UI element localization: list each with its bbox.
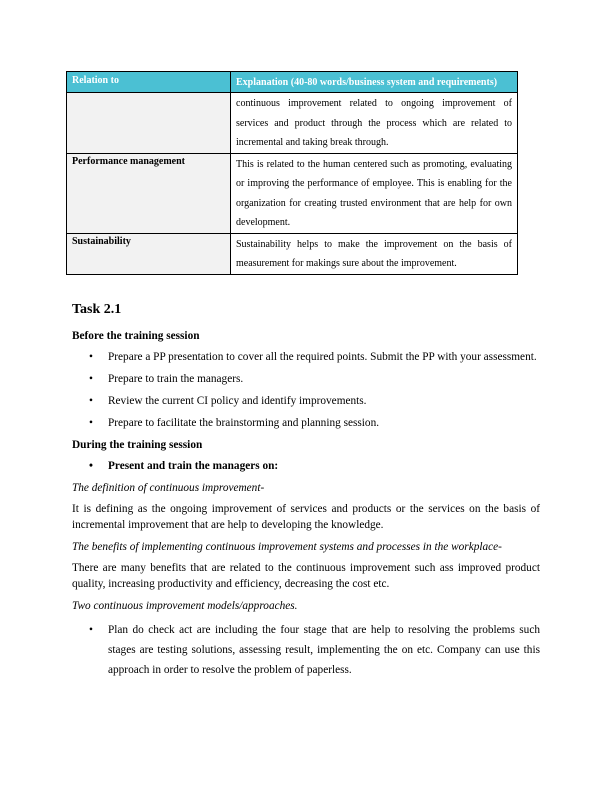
list-item: • Review the current CI policy and identify improvements. bbox=[72, 394, 540, 409]
list-item: • Prepare to train the managers. bbox=[72, 372, 540, 387]
row-label bbox=[67, 93, 231, 154]
benefits-heading: The benefits of implementing continuous improvement systems and processes in the workplace- bbox=[72, 541, 502, 553]
before-training-heading: Before the training session bbox=[72, 330, 200, 342]
task-title: Task 2.1 bbox=[72, 302, 122, 317]
definition-paragraph: It is defining as the ongoing improvement of services and products or the services on the basis of incremental improvement that are help to developing the knowledge. bbox=[72, 503, 540, 531]
models-list bbox=[72, 620, 540, 680]
table-row bbox=[67, 93, 518, 154]
models-heading: Two continuous improvement models/approaches. bbox=[72, 600, 298, 612]
table-header-row bbox=[67, 72, 518, 93]
row-label: Performance management bbox=[67, 153, 231, 233]
row-text: Sustainability helps to make the improvement on the basis of measurement for makings sure about the improvement. bbox=[231, 233, 518, 274]
before-training-list bbox=[72, 350, 540, 431]
list-item: • Plan do check act are including the four stage that are help to resolving the problems such stages are testing solutions, assessing result, implementing the on etc. Company can use this approach in order to resolve the problem of paperless. bbox=[72, 620, 540, 680]
row-text: continuous improvement related to ongoing improvement of services and product through the process which are related to incremental and taking break through. bbox=[231, 93, 518, 154]
during-training-heading: During the training session bbox=[72, 439, 203, 451]
row-label: Sustainability bbox=[67, 233, 231, 274]
relation-table bbox=[66, 71, 518, 275]
definition-heading: The definition of continuous improvement- bbox=[72, 482, 265, 494]
table-row bbox=[67, 233, 518, 274]
list-item: • Prepare to facilitate the brainstorming and planning session. bbox=[72, 416, 540, 431]
task-section bbox=[72, 302, 540, 687]
benefits-paragraph: There are many benefits that are related to the continuous improvement such ass improved product quality, increasing productivity and efficiency, decreasing the cost etc. bbox=[72, 562, 540, 590]
header-relation-to: Relation to bbox=[67, 72, 231, 93]
during-training-list bbox=[72, 459, 540, 474]
header-explanation: Explanation (40-80 words/business system and requirements) bbox=[231, 72, 518, 93]
list-item: • Prepare a PP presentation to cover all the required points. Submit the PP with your assessment. bbox=[72, 350, 540, 365]
row-text: This is related to the human centered such as promoting, evaluating or improving the performance of employee. This is enabling for the organization for creating trusted environment that are help for own development. bbox=[231, 153, 518, 233]
table-row bbox=[67, 153, 518, 233]
list-item: • Present and train the managers on: bbox=[72, 459, 540, 474]
